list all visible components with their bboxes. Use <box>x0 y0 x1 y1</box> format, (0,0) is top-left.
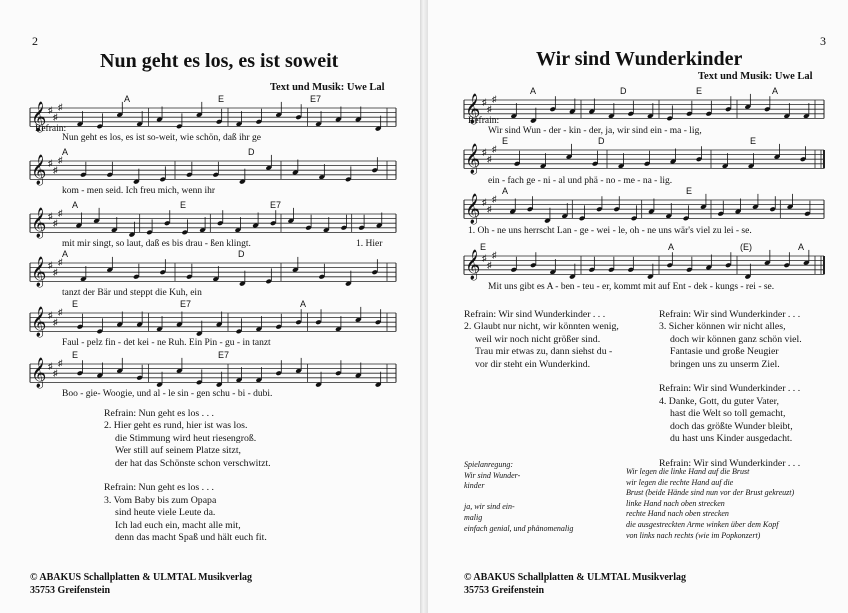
lyric-line: Mit uns gibt es A - ben - teu - er, kommt mit auf Ent - dek - kungs - rei - se. <box>488 282 775 292</box>
chord-symbol: E <box>180 200 187 210</box>
copyright: © ABAKUS Schallplatten & ULMTAL Musikverlag 35753 Greifenstein <box>464 572 687 596</box>
key-sharp: ♯ <box>58 155 63 165</box>
key-sharp: ♯ <box>492 144 497 154</box>
key-sharp: ♯ <box>48 211 53 221</box>
key-sharp: ♯ <box>48 260 53 270</box>
chord-symbol: A <box>798 242 805 252</box>
chord-symbol: E <box>502 136 509 146</box>
chord-symbol: E7 <box>218 350 230 360</box>
treble-clef: 𝄞 <box>31 155 47 184</box>
song-credit: Text und Musik: Uwe Lal <box>698 71 813 82</box>
chord-symbol: A <box>62 249 69 259</box>
left-page <box>0 0 420 613</box>
chord-symbol: D <box>238 249 245 259</box>
page-number: 3 <box>820 34 826 48</box>
treble-clef: 𝄞 <box>31 102 47 131</box>
chord-symbol: E <box>72 350 79 360</box>
chord-symbol: E <box>696 86 703 96</box>
chord-symbol: A <box>668 242 675 252</box>
chord-symbol: D <box>248 147 255 157</box>
treble-clef: 𝄞 <box>31 257 47 286</box>
key-sharp: ♯ <box>482 97 487 107</box>
chord-symbol: E7 <box>180 299 192 309</box>
key-sharp: ♯ <box>48 361 53 371</box>
chord-symbol: E <box>750 136 757 146</box>
key-sharp: ♯ <box>482 253 487 263</box>
key-sharp: ♯ <box>487 154 492 164</box>
chord-symbol: D <box>620 86 627 96</box>
key-sharp: ♯ <box>53 112 58 122</box>
key-sharp: ♯ <box>53 368 58 378</box>
page-number: 2 <box>32 34 38 48</box>
key-sharp: ♯ <box>48 105 53 115</box>
page-gutter <box>420 0 428 613</box>
key-sharp: ♯ <box>48 158 53 168</box>
treble-clef: 𝄞 <box>465 250 481 279</box>
refrain-marker: Refrain: <box>468 116 500 126</box>
chord-symbol: A <box>62 147 69 157</box>
lyric-line: kom - men seid. Ich freu mich, wenn ihr <box>62 186 216 196</box>
treble-clef: 𝄞 <box>31 358 47 387</box>
key-sharp: ♯ <box>53 267 58 277</box>
key-sharp: ♯ <box>492 94 497 104</box>
key-sharp: ♯ <box>53 165 58 175</box>
chord-symbol: E <box>480 242 487 252</box>
lyric-line: mit mir singt, so laut, daß es bis drau - ßen klingt. <box>62 239 251 249</box>
chord-symbol: A <box>772 86 779 96</box>
lyric-line: ein - fach ge - ni - al und phä - no - me - na - lig. <box>488 176 673 186</box>
right-page <box>428 0 848 613</box>
key-sharp: ♯ <box>492 194 497 204</box>
chord-symbol: E7 <box>310 94 322 104</box>
key-sharp: ♯ <box>482 197 487 207</box>
chord-symbol: A <box>300 299 307 309</box>
chord-symbol: A <box>530 86 537 96</box>
chord-symbol: A <box>72 200 79 210</box>
verse-text: Refrain: Wir sind Wunderkinder . . . 3. Sicher können wir nicht alles, doch wir können ganz schön viel. Fantasie und große Neugier bringen uns zu unserm Ziel. Refrain: Wir sind Wunderkinder . . . 4. Danke, Gott, du guter Vater, hast die Welt so toll gemacht, doch das größte Wunder bleibt, du hast uns Kinder ausgedacht. Refrain: Wir sind Wunderkinder . . . <box>659 309 802 469</box>
treble-clef: 𝄞 <box>465 194 481 223</box>
key-sharp: ♯ <box>48 310 53 320</box>
chord-symbol: E <box>686 186 693 196</box>
chord-symbol: A <box>502 186 509 196</box>
song-title: Wir sind Wunderkinder <box>536 48 743 70</box>
key-sharp: ♯ <box>58 307 63 317</box>
key-sharp: ♯ <box>58 208 63 218</box>
lyric-line: Faul - pelz fin - det kei - ne Ruh. Ein Pin - gu - in tanzt <box>62 338 271 348</box>
key-sharp: ♯ <box>58 358 63 368</box>
lyric-line: Nun geht es los, es ist so-weit, wie schön, daß ihr ge <box>62 133 261 143</box>
lyric-line: tanzt der Bär und steppt die Kuh, ein <box>62 288 202 298</box>
lyric-line: Boo - gie- Woogie, und al - le sin - gen schu - bi - dubi. <box>62 389 273 399</box>
lyric-line: Wir sind Wun - der - kin - der, ja, wir sind ein - ma - lig, <box>488 126 702 136</box>
key-sharp: ♯ <box>53 218 58 228</box>
treble-clef: 𝄞 <box>465 144 481 173</box>
lyric-line: 1. Oh - ne uns herrscht Lan - ge - wei - le, oh - ne uns wär's viel zu lei - se. <box>468 226 752 236</box>
key-sharp: ♯ <box>58 102 63 112</box>
play-suggestion-cues: Spielanregung: Wir sind Wunder- kinder ja, wir sind ein- malig einfach genial, und phänomenalig <box>464 460 574 533</box>
key-sharp: ♯ <box>58 257 63 267</box>
chord-symbol: E <box>72 299 79 309</box>
treble-clef: 𝄞 <box>31 307 47 336</box>
key-sharp: ♯ <box>53 317 58 327</box>
chord-symbol: E <box>218 94 225 104</box>
verse-text: Refrain: Wir sind Wunderkinder . . . 2. Glaubt nur nicht, wir könnten wenig, weil wir noch nicht größer sind. Trau mir etwas zu, dann siehst du - vor dir steht ein Wunderkind. <box>464 309 619 370</box>
verse-marker: 1. Hier <box>356 239 383 249</box>
key-sharp: ♯ <box>487 104 492 114</box>
chord-symbol: (E) <box>740 242 752 252</box>
key-sharp: ♯ <box>487 204 492 214</box>
chord-symbol: A <box>124 94 131 104</box>
music-score <box>428 0 848 300</box>
verse-text: Refrain: Nun geht es los . . . 2. Hier geht es rund, hier ist was los. die Stimmung wird heut riesengroß. Wer still auf seinem Platze sitzt, der hat das Schönste schon verschwitzt. Refrain: Nun geht es los . . . 3. Vom Baby bis zum Opapa sind heute viele Leute da. Ich lad euch ein, macht alle mit, denn das macht Spaß und hält euch fit. <box>104 408 271 544</box>
key-sharp: ♯ <box>492 250 497 260</box>
play-suggestion-actions: Wir legen die linke Hand auf die Brust wir legen die rechte Hand auf die Brust (beide Hände sind nun vor der Brust gekreuzt) linke Hand nach oben strecken rechte Hand nach oben strecken die ausgestreckten Arme winken über dem Kopf von links nach rechts (wie im Popkonzert) <box>626 467 795 540</box>
chord-symbol: D <box>598 136 605 146</box>
refrain-marker: Refrain: <box>35 124 67 134</box>
treble-clef: 𝄞 <box>31 208 47 237</box>
song-title: Nun geht es los, es ist soweit <box>100 50 339 72</box>
key-sharp: ♯ <box>482 147 487 157</box>
copyright: © ABAKUS Schallplatten & ULMTAL Musikverlag 35753 Greifenstein <box>30 572 253 596</box>
treble-clef: 𝄞 <box>465 94 481 123</box>
chord-symbol: E7 <box>270 200 282 210</box>
key-sharp: ♯ <box>487 260 492 270</box>
song-credit: Text und Musik: Uwe Lal <box>270 82 385 93</box>
